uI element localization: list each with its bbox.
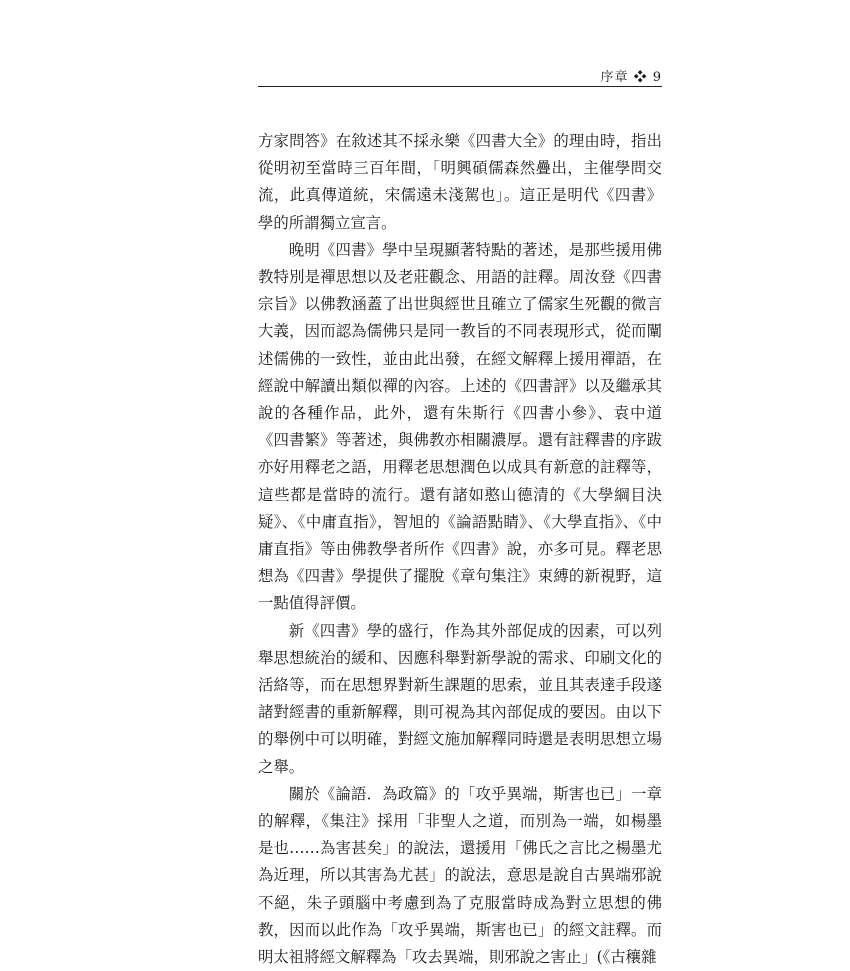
paragraph: 方家問答》在敘述其不採永樂《四書大全》的理由時，指出從明初至當時三百年間，「明興碩儒森然疊出，主催學問交流，此真傳道統，宋儒遠未淺駕也」。這正是明代《四書》學的所謂獨立宣言。 [258,132,662,232]
page-header [258,64,662,87]
body-text [258,128,662,971]
paragraph: 關於《論語．為政篇》的「攻乎異端，斯害也已」一章的解釋，《集注》採用「非聖人之道，而別為一端，如楊墨是也……為害甚矣」的說法，還援用「佛氏之言比之楊墨尤為近理，所以其害為尤甚」的說法，意思是說自古異端邪說不絕，朱子頭腦中考慮到為了克服當時成為對立思想的佛教，因而以此作為「攻乎異端，斯害也已」的經文註釋。而明太祖將經文解釋為「攻去異端，則邪說之害止」(《古穰雜 [258,784,662,967]
paragraph: 新《四書》學的盛行，作為其外部促成的因素，可以列舉思想統治的緩和、因應科舉對新學說的需求、印刷文化的活絡等，而在思想界對新生課題的思索，並且其表達手段遂諸對經書的重新解釋，則可視為其內部促成的要因。由以下的舉例中可以明確，對經文施加解釋同時還是表明思想立場之舉。 [258,621,662,776]
running-head: 序章 ❖ 9 [600,70,662,85]
paragraph: 晚明《四書》學中呈現顯著特點的著述，是那些援用佛教特別是禪思想以及老莊觀念、用語的註釋。周汝登《四書宗旨》以佛教涵蓋了出世與經世且確立了儒家生死觀的微言大義，因而認為儒佛只是同一教旨的不同表現形式，從而闡述儒佛的一致性，並由此出發，在經文解釋上援用禪語，在經說中解讀出類似禪的內容。上述的《四書評》以及繼承其說的各種作品，此外，還有朱斯行《四書小參》、袁中道《四書繁》等著述，與佛教亦相關濃厚。還有註釋書的序跋亦好用釋老之語，用釋老思想潤色以成具有新意的註釋等，這些都是當時的流行。還有諸如憨山德清的《大學綱目決疑》、《中庸直指》，智旭的《論語點睛》、《大學直指》、《中庸直指》等由佛教學者所作《四書》說，亦多可見。釋老思想為《四書》學提供了擺脫《章句集注》束縛的新視野，這一點值得評價。 [258,240,662,613]
